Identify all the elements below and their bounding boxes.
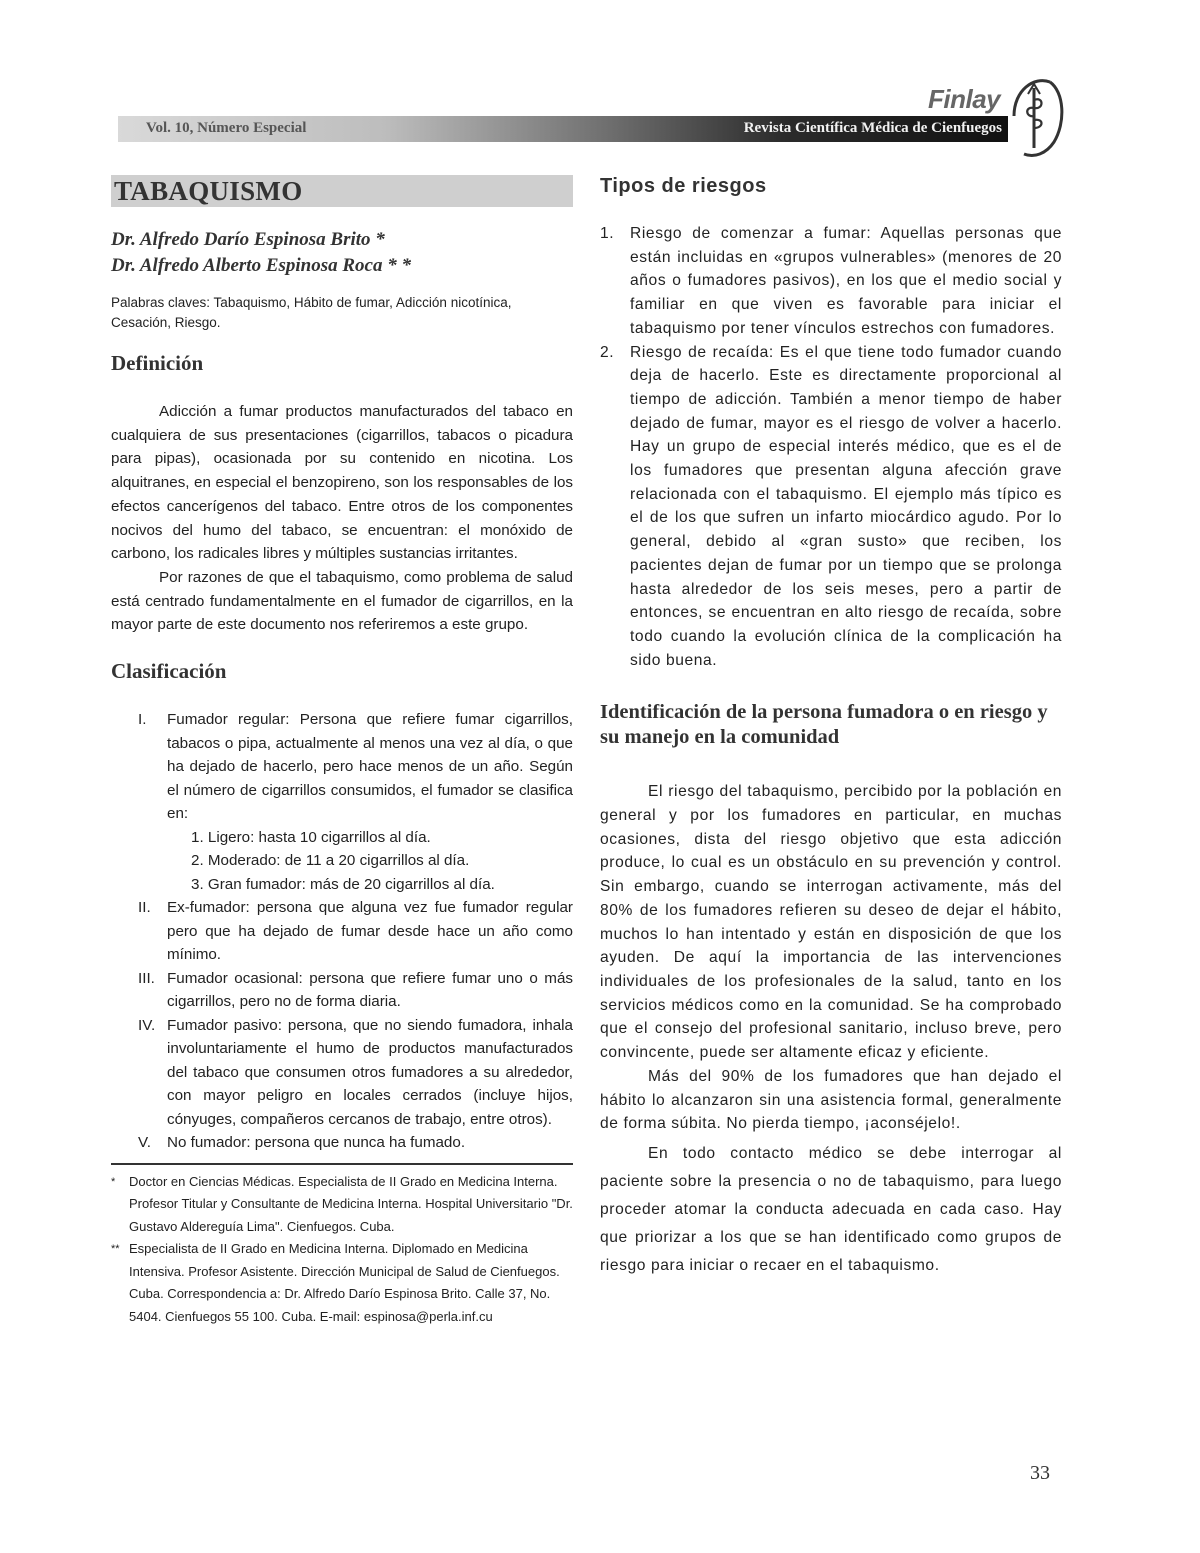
volume-label: Vol. 10, Número Especial [146,120,307,136]
left-column [111,175,573,1328]
list-item-number: II. [138,899,151,917]
definicion-paragraph-2: Por razones de que el tabaquismo, como problema de salud está centrado fundamentalmente en el fumador de cigarrillos, en la mayor parte de este documento nos referiremos a este grupo. [111,568,573,634]
clasificacion-list [111,708,573,1155]
author-2: Dr. Alfredo Alberto Espinosa Roca * * [111,255,411,276]
definicion-paragraph-1: Adicción a fumar productos manufacturados del tabaco en cualquiera de sus presentaciones (cigarrillos, tabacos o picadura para pipas), ocasionada por su contenido en nicotina. Los alquitranes, en especial el benzopireno, son los responsables de los efectos cancerígenos del tabaco. Entre otros de los componentes nocivos del humo del tabaco, se encuentran: el monóxido de carbono, los radicales libres y múltiples sustancias irritantes. [111,403,573,563]
footnotes [111,1171,573,1329]
list-item [138,1131,573,1155]
list-item-text: Fumador ocasional: persona que refiere fumar uno o más cigarrillos, pero no de forma diaria. [167,969,573,1011]
list-item-number: III. [138,969,155,987]
author-list [111,227,573,279]
list-item [138,708,573,826]
list-item-text: No fumador: persona que nunca ha fumado. [167,1134,466,1152]
list-item-text: Fumador regular: Persona que refiere fumar cigarrillos, tabacos o pipa, actualmente al menos una vez al día, o que ha dejado de hacerlo, pero hace menos de un año. Según el número de cigarrillos consumidos, el fumador se clasifica en: [167,711,573,823]
list-item-number: V. [138,1134,151,1152]
journal-name: Revista Científica Médica de Cienfuegos [743,120,1002,136]
footnote-text: Doctor en Ciencias Médicas. Especialista de II Grado en Medicina Interna. Profesor Titular y Consultante de Medicina Interna. Hospital Universitario "Dr. Gustavo Aldereguía Lima". Cienfuegos. Cuba. [129,1173,573,1234]
journal-emblem-icon [1004,70,1068,162]
keywords: Palabras claves: Tabaquismo, Hábito de fumar, Adicción nicotínica, Cesación, Riesgo. [111,295,512,330]
list-item-number: I. [138,711,147,729]
sub-list-item: 3. Gran fumador: más de 20 cigarrillos al día. [191,875,495,893]
article-title-bar [111,175,573,207]
footnote [111,1238,573,1328]
list-item-text: Riesgo de recaída: Es el que tiene todo fumador cuando deja de hacerlo. Este es directamente proporcional al tiempo de adicción. También a menor tiempo de haber dejado de fumar, mayor es el riesgo de volver a hacerlo. Hay un grupo de especial interés médico, que es el de los fumadores que presentan alguna afección grave relacionada con el tabaquismo. El ejemplo más típico es el de los que sufren un infarto miocárdico agudo. Por lo general, debido al «gran susto» que reciben, los pacientes dejan de fumar por un tiempo que se prolonga hasta alrededor de los seis meses, pero a partir de entonces, se encuentran en alto riesgo de recaída, sobre todo cuando la evolución clínica de la complicación ha sido buena. [630,343,1062,669]
section-heading-tipos: Tipos de riesgos [600,175,767,197]
footnote-mark: * [111,1175,116,1188]
page-number: 33 [1030,1462,1050,1484]
right-column [600,175,1062,1280]
section-heading-identificacion: Identificación de la persona fumadora o en riesgo y su manejo en la comunidad [600,701,1048,749]
footnote-text: Especialista de II Grado en Medicina Interna. Diplomado en Medicina Intensiva. Profesor Asistente. Dirección Municipal de Salud de Cienfuegos. Cuba. Correspondencia a: Dr. Alfredo Darío Espinosa Brito. Calle 37, No. 5404. Cienfuegos 55 100. Cuba. E-mail: espinosa@perla.inf.cu [129,1241,560,1324]
list-item-text: Ex-fumador: persona que alguna vez fue fumador regular pero que ha dejado de fumar desde hace un año como mínimo. [167,899,573,964]
article-title: TABAQUISMO [114,175,303,206]
tipos-list [600,222,1062,672]
identificacion-paragraph-2: Más del 90% de los fumadores que han dejado el hábito lo alcanzaron sin una asistencia formal, generalmente de forma súbita. No pierda tiempo, ¡aconséjelo!. [600,1067,1062,1133]
list-item-text: Fumador pasivo: persona, que no siendo fumadora, inhala involuntariamente el humo de productos manufacturados del tabaco que consumen otros fumadores a su alrededor, con mayor peligro en locales cerrados (incluye hijos, cónyuges, compañeros cercanos de trabajo, entre otros). [167,1016,573,1128]
list-item-number: 1. [600,225,615,242]
list-item [138,896,573,967]
list-item-number: IV. [138,1016,156,1034]
identificacion-paragraph-1: El riesgo del tabaquismo, percibido por la población en general y por los fumadores en particular, en muchas ocasiones, dista del riesgo objetivo que esta adicción produce, lo cual es un obstáculo en su prevención y control. Sin embargo, cuando se interrogan activamente, más del 80% de los fumadores refieren su deseo de dejar el hábito, muchos lo han intentado y están en disposición de que los ayuden. De aquí la importancia de las intervenciones individuales de los profesionales de la salud, tanto en los servicios médicos como en la comunidad. Se ha comprobado que el consejo del profesional sanitario, incluso breve, pero convincente, puede ser altamente eficaz y eficiente. [600,783,1062,1062]
author-1: Dr. Alfredo Darío Espinosa Brito * [111,229,385,250]
identificacion-paragraph-3: En todo contacto médico se debe interrogar al paciente sobre la presencia o no de tabaquismo, para luego proceder atomar la conducta adecuada en cada caso. Hay que priorizar a los que se han identificado como grupos de riesgo para iniciar o recaer en el tabaquismo. [600,1144,1062,1274]
section-heading-definicion: Definición [111,351,204,375]
journal-logo-text: Finlay [928,84,1001,114]
list-item-number: 2. [600,343,615,361]
footnote [111,1171,573,1239]
sub-list-item: 2. Moderado: de 11 a 20 cigarrillos al día. [191,852,470,870]
list-item [600,341,1062,673]
list-item [138,967,573,1014]
list-item-text: Riesgo de comenzar a fumar: Aquellas personas que están incluidas en «grupos vulnerables» (menores de 20 años o fumadores pasivos), en los que el medio social y familiar en que viven es favorable para iniciar el tabaquismo por tener vínculos estrechos con fumadores. [630,225,1062,337]
section-heading-clasificacion: Clasificación [111,659,227,684]
footnote-divider [111,1163,573,1165]
list-item [138,1014,573,1132]
list-item [600,222,1062,341]
footnote-mark: ** [111,1243,120,1256]
sub-list-item: 1. Ligero: hasta 10 cigarrillos al día. [191,828,431,846]
